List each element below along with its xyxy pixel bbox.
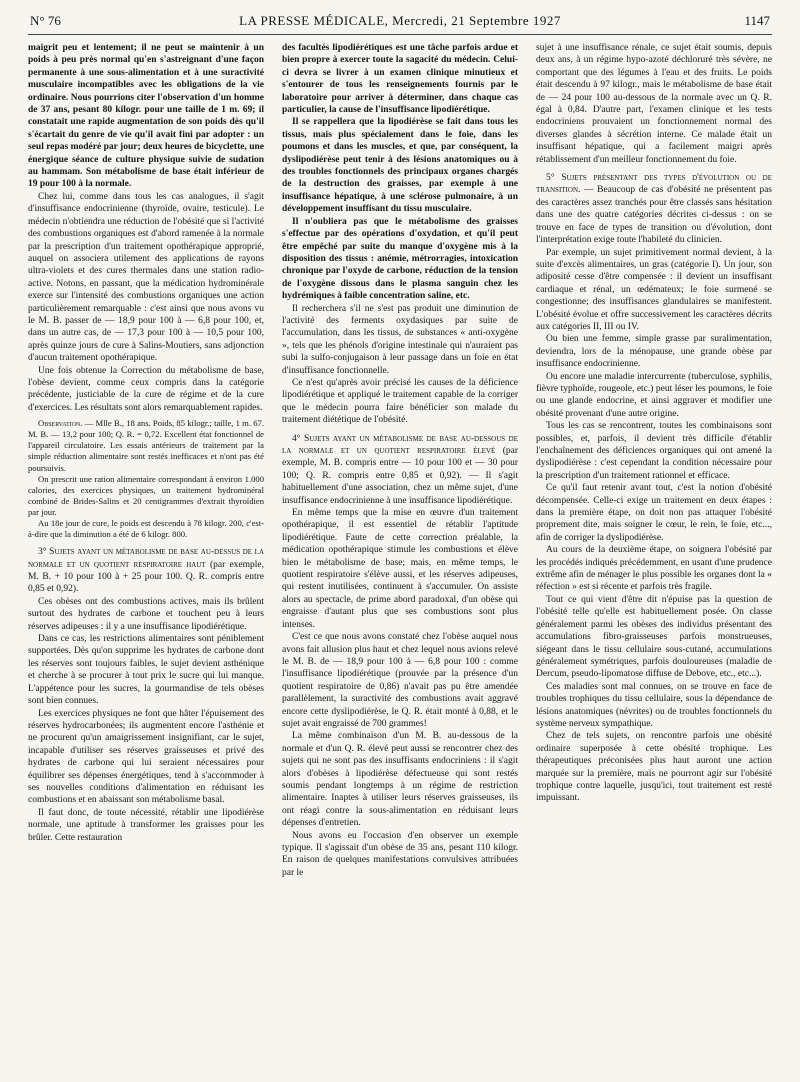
- observation-paragraph: [28, 418, 264, 473]
- paragraph: Au cours de la deuxième étape, on soignera l'obésité par les procédés indiqués précédemment, en usant d'une prudence extrême afin de ménager le plus possible les organes dont la « réfection » est si récente et parfois très fragile.: [536, 545, 772, 593]
- paragraph: Il recherchera s'il ne s'est pas produit une diminution de l'activité des ferments oxydasiques par suite de l'accumulation, dans les tissus, de substances « anti-oxygène », tels que les phénols d'origine intestinale qui n'auraient pas subi la sulfo-conjugaison à leur passage dans un foie en état d'insuffisance fonctionnelle.: [282, 303, 518, 376]
- journal-title: LA PRESSE MÉDICALE, Mercredi, 21 Septembre 1927: [239, 13, 561, 28]
- paragraph: C'est ce que nous avons constaté chez l'obèse auquel nous avons fait allusion plus haut et chez lequel nous avions relevé le M. B. de — 18,9 pour 100 à — 6,8 pour 100 : comme l'insuffisance lipodiérétique (prouvée par la présence d'un quotient respiratoire de 0,86) n'avait pas pu être amendée parallèlement, la suractivité des combustions avait aggravé encore cette dyslipodiérèse, le Q. R. était monté à 0,88, et le sujet avait engraissé de 700 grammes!: [282, 632, 518, 729]
- section-3-title: 3° Sujets ayant un métabolisme de base au-dessus de la normale et un quotient respiratoire haut: [28, 547, 264, 570]
- paragraph: Ce n'est qu'après avoir précisé les causes de la déficience lipodiérétique et appliqué le traitement capable de la corriger que le médecin pourra faire bénéficier son malade du traitement diététique de l'obésité.: [282, 377, 518, 426]
- column-right: [536, 42, 772, 1072]
- paragraph: Tous les cas se rencontrent, toutes les combinaisons sont possibles, et, parfois, il devient très difficile d'établir l'enchaînement des déficiences organiques qui ont amené la dyslipodiérèse : c'est cependant la condition nécessaire pour la prescription d'un traitement rationnel et efficace.: [536, 421, 772, 481]
- paragraph: Il faut donc, de toute nécessité, rétablir une lipodiérèse normale, une aptitude à transformer les graisses pour les brûler. Cette restauration: [28, 807, 264, 843]
- paragraph: Une fois obtenue la Correction du métabolisme de base, l'obèse devient, comme ceux compris dans la catégorie précédente, justiciable de la cure de régime et de la cure d'exercices. Les résultats sont alors remarquablement rapides.: [28, 365, 264, 413]
- paragraph: Ce qu'il faut retenir avant tout, c'est la notion d'obésité décompensée. Celle-ci exige un traitement en deux étapes : dans la première étape, on doit non pas attaquer l'obésité proprement dite, mais soigner le cœur, le rein, le foie, etc..., afin de corriger la dyslipodiérèse.: [536, 483, 772, 543]
- column-middle: [282, 42, 518, 1072]
- paragraph: Chez lui, comme dans tous les cas analogues, il s'agit d'insuffisance endocrinienne (thyroïde, ovaire, testicule). Le médecin n'obtiendra une réduction de l'obésité que si l'activité des combustions organiques est d'abord ramenée à la normale par la prescription d'un traitement opothérapique approprié, auquel on associera utilement des applications de rayons ultra-violets et des cures thermales dans une station radio-active. Notons, en passant, que la médication hydrominérale exerce sur l'intensité des combustions organiques une action particulièrement remarquable : c'est ainsi que nous avons vu le M. B. passer de — 18,9 pour 100 à — 6,8 pour 100, et, dans un autre cas, de — 17,3 pour 100 à — 10,5 pour 100, après quinze jours de cure à Salins-Moutiers, sans adjonction d'aucun traitement opothérapique.: [28, 191, 264, 364]
- paragraph: Par exemple, un sujet primitivement normal devient, à la suite d'excès alimentaires, un gras (catégorie I). Un jour, son adiposité cesse d'être compensée : il devient un insuffisant cardiaque et rénal, un œdémateux; le foie surmené se congestionne; des insuffisances glandulaires se manifestent. L'obésité évolue et offre successivement les caractères décrits aux catégories II, III ou IV.: [536, 247, 772, 332]
- section-3-heading: [28, 546, 264, 596]
- paragraph: Ou bien une femme, simple grasse par suralimentation, deviendra, lors de la ménopause, une grande obèse par insuffisance endocrinienne.: [536, 334, 772, 370]
- section-4-intro: (par exemple, M. B. compris entre — 10 pour 100 et — 30 pour 100; Q. R. compris entre 0,85 et 0,92). — Il s'agit habituellement d'une association, chez un même sujet, d'une insuffisance endocrinienne à une insuffisance lipodiérétique.: [282, 446, 518, 506]
- page-number: 1147: [744, 13, 770, 28]
- paragraph: Ces obèses ont des combustions actives, mais ils brûlent surtout des hydrates de carbone et touchent peu à leurs réserves adipeuses : il y a une insuffisance lipodiérétique.: [28, 596, 264, 632]
- paragraph: des facultés lipodiérétiques est une tâche parfois ardue et bien propre à exercer toute la sagacité du médecin. Celui-ci devra se livrer à un examen clinique minutieux et s'entourer de tous les renseignements fournis par le laboratoire pour arriver à déterminer, dans chaque cas particulier, la cause de l'insuffisance lipodiérétique.: [282, 43, 518, 116]
- observation-paragraph: On prescrit une ration alimentaire correspondant à environ 1.000 calories, des exercices physiques, un traitement hydrominéral combiné de Brides-Salins et 20 centigrammes d'extrait thyroïdien par jour.: [28, 473, 264, 517]
- observation-label: Observation.: [38, 418, 83, 429]
- section-4-title: 4° Sujets ayant un métabolisme de base au-dessous de la normale et un quotient respiratoire élevé: [282, 433, 518, 456]
- paragraph: maigrit peu et lentement; il ne peut se maintenir à un poids à peu près normal qu'en s'astreignant d'une façon permanente à une sous-alimentation et à une suractivité musculaire incompatibles avec les obligations de la vie ordinaire. Nous pourrions citer l'observation d'un homme de 37 ans, pesant 80 kilogr. pour une taille de 1 m. 69; il constatait une rapide augmentation de son poids dès qu'il s'écartait du genre de vie qu'il avait fini par adopter : un seul repas modéré par jour; deux heures de bicyclette, une énergique séance de culture physique suivie de sudation au hammam. Son métabolisme de base était inférieur de 19 pour 100 à la normale.: [28, 43, 264, 190]
- paragraph: sujet à une insuffisance rénale, ce sujet était soumis, depuis deux ans, à un régime hypo-azoté déchloruré très sévère, ne comportant que des légumes à l'eau et des fruits. Le poids était descendu à 97 kilogr., mais le métabolisme de base était de — 24 pour 100 au-dessous de la normale avec un Q. R. égal à 0,84. D'autre part, l'examen clinique et les tests endocriniens prouvaient un fonctionnement normal des diverses glandes à sécrétion interne. Ce malade était un insuffisant hépatique, qui a facilement maigri après rétablissement d'un meilleur fonctionnement du foie.: [536, 43, 772, 165]
- section-5-title: 5° Sujets présentant des types d'évolution ou de transition.: [536, 173, 772, 196]
- observation-text: — Mlle B., 18 ans. Poids, 85 kilogr.; taille, 1 m. 67. M. B. — 13,2 pour 100; Q. R. = 0,72. Excellent état fonctionnel de l'appareil circulatoire. Les essais antérieurs de traitement par la simple réduction alimentaire sont restés inefficaces et n'ont pas été poursuivis.: [28, 418, 264, 473]
- column-left: [28, 42, 264, 1072]
- observation-paragraph: Au 18e jour de cure, le poids est descendu à 78 kilogr. 200, c'est-à-dire que la diminution a été de 6 kilogr. 800.: [28, 518, 264, 540]
- running-header: [28, 10, 772, 35]
- section-3-intro: (par exemple, M. B. + 10 pour 100 à + 25 pour 100. Q. R. compris entre 0,85 et 0,92).: [28, 559, 264, 595]
- paragraph: Chez de tels sujets, on rencontre parfois une obésité ordinaire superposée à cette obésité trophique. Les thérapeutiques préconisées plus haut auront une action marquée sur la première, mais ne pourront agir sur l'obésité trophique contre laquelle, jusqu'ici, tout traitement est resté impuissant.: [536, 731, 772, 804]
- paragraph: La même combinaison d'un M. B. au-dessous de la normale et d'un Q. R. élevé peut aussi se rencontrer chez des sujets qui ne sont pas des insuffisants endocriniens : il s'agit alors d'obèses à lipodiérèse défectueuse qui sont restés soumis pendant longtemps à un régime de restriction alimentaire. Inaptes à utiliser leurs réserves graisseuses, ils ont réagi contre la sous-alimentation en réduisant leurs dépenses d'entretien.: [282, 731, 518, 829]
- paragraph: Il n'oubliera pas que le métabolisme des graisses s'effectue par des opérations d'oxydation, et qu'il peut être empêché par suite du manque d'oxygène mis à la disposition des tissus : anémie, métrorragies, intoxication chronique par l'oxyde de carbone, réduction de la tension de l'oxygène dissous dans le plasma sanguin chez les hydrémiques à faible concentration saline, etc.: [282, 216, 518, 302]
- section-5-intro: — Beaucoup de cas d'obésité ne présentent pas des caractères assez tranchés pour être classés sans hésitation dans une des quatre catégories décrites ci-dessus : on se trouve en face de types de transition ou d'évolution, dont l'interprétation exige toute l'habileté du clinicien.: [536, 185, 772, 246]
- paragraph: Tout ce qui vient d'être dit n'épuise pas la question de l'obésité telle qu'elle est habituellement posée. On classe généralement parmi les obèses des individus présentant des accumulations fibro-graisseuses parfois monstrueuses, siégeant dans le tissu cellulaire sous-cutané, accumulations généralement symétriques, parfois douloureuses (maladie de Dercum, pseudo-lipomatose diffuse de Debove, etc., etc...).: [536, 594, 772, 680]
- section-5-heading: [536, 172, 772, 246]
- paragraph: Dans ce cas, les restrictions alimentaires sont péniblement supportées. Dès qu'on supprime les hydrates de carbone dont les réserves sont toujours faibles, le sujet devient asthénique et cherche à se procurer à tout prix le sucre qui lui manque. L'appétence pour les sucres, la gourmandise de tels obèses sont bien connues.: [28, 634, 264, 707]
- paragraph: Les exercices physiques ne font que hâter l'épuisement des réserves hydrocarbonées; ils augmentent encore l'asthénie et ne procurent qu'un amaigrissement insignifiant, car le sujet, incapable d'utiliser ses réserves graisseuses et privé des hydrates de carbone qui lui seraient nécessaires pour équilibrer ses dépenses énergétiques, tend à s'accommoder à ses nouvelles conditions d'alimentation en réduisant les combustions et en abaissant son métabolisme basal.: [28, 708, 264, 806]
- paragraph: En même temps que la mise en œuvre d'un traitement opothérapique, il est essentiel de rétablir l'aptitude lipodiérétique. Faute de cette correction préalable, la médication opothérapique stimule les combustions et élève bien le métabolisme de base; mais, en même temps, le quotient respiratoire s'élève aussi, et les réserves adipeuses, qui restent inutilisées, continuent à s'accumuler. On assiste alors au spectacle, de prime abord paradoxal, d'un obèse qui engraisse d'autant plus que ses combustions sont plus intenses.: [282, 508, 518, 630]
- paragraph: Il se rappellera que la lipodiérèse se fait dans tous les tissus, mais plus spécialement dans le foie, dans les poumons et dans les muscles, et que, par conséquent, la dyslipodiérèse peut tenir à des lésions anatomiques ou à des troubles fonctionnels des principaux organes chargés de la destruction des graisses, par exemple à une insuffisance hépatique, à une sclérose pulmonaire, à un développement insuffisant du tissu musculaire.: [282, 117, 518, 215]
- paragraph: Nous avons eu l'occasion d'en observer un exemple typique. Il s'agissait d'un obèse de 35 ans, pesant 110 kilogr. En raison de quelques manifestations convulsives attribuées par le: [282, 830, 518, 878]
- paragraph: Ou encore une maladie intercurrente (tuberculose, syphilis, fièvre typhoïde, rougeole, etc.) peut léser les poumons, le foie ou une glande endocrine, et ainsi aggraver et modifier une obésité provenant d'une autre origine.: [536, 371, 772, 419]
- issue-number: N° 76: [30, 13, 61, 28]
- section-4-heading: [282, 433, 518, 507]
- paragraph: Ces maladies sont mal connues, on se trouve en face de troubles trophiques du tissu cellulaire, sous la dépendance de lésions anatomiques (névrites) ou de troubles fonctionnels du système nerveux sympathique.: [536, 681, 772, 729]
